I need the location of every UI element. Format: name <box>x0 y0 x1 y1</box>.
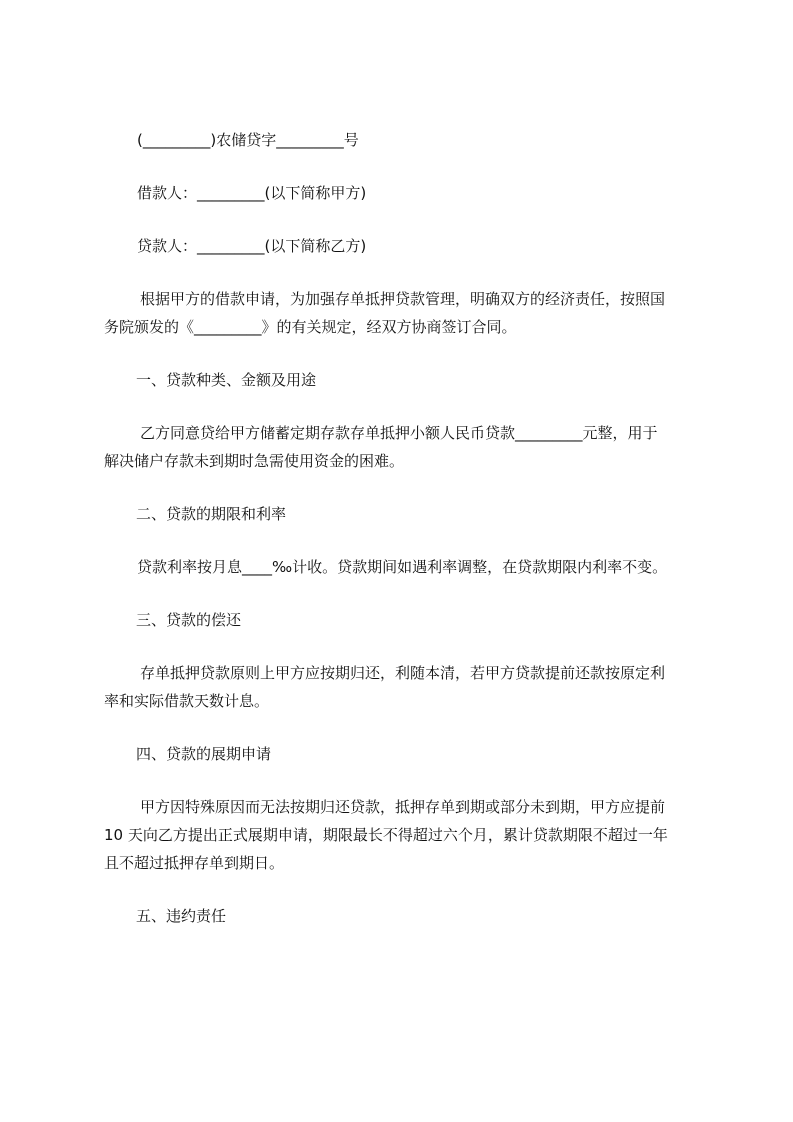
section-1-paragraph-line-1: 乙方同意贷给甲方储蓄定期存款存单抵押小额人民币贷款_________元整，用于 <box>140 424 658 442</box>
section-5-heading: 五、违约责任 <box>136 907 227 925</box>
borrower-line: 借款人：_________(以下简称甲方) <box>137 184 367 202</box>
intro-paragraph-line-2: 务院颁发的《_________》的有关规定，经双方协商签订合同。 <box>104 318 517 336</box>
section-1-paragraph-line-2: 解决储户存款未到期时急需使用资金的困难。 <box>104 452 405 470</box>
section-4-paragraph-line-3: 且不超过抵押存单到期日。 <box>104 854 285 872</box>
section-2-heading: 二、贷款的期限和利率 <box>136 505 287 523</box>
section-4-paragraph-line-2: 10 天向乙方提出正式展期申请，期限最长不得超过六个月，累计贷款期限不超过一年 <box>104 826 668 844</box>
section-2-paragraph-line-1: 贷款利率按月息____‰计收。贷款期间如遇利率调整，在贷款期限内利率不变。 <box>137 558 668 576</box>
section-4-heading: 四、贷款的展期申请 <box>136 745 272 763</box>
section-1-heading: 一、贷款种类、金额及用途 <box>136 371 317 389</box>
contract-number-line: (_________)农储贷字_________号 <box>137 131 359 149</box>
section-3-paragraph-line-1: 存单抵押贷款原则上甲方应按期归还，利随本清，若甲方贷款提前还款按原定利 <box>140 664 666 682</box>
lender-line: 贷款人：_________(以下简称乙方) <box>137 237 367 255</box>
section-3-heading: 三、贷款的偿还 <box>136 611 242 629</box>
section-3-paragraph-line-2: 率和实际借款天数计息。 <box>104 692 270 710</box>
intro-paragraph-line-1: 根据甲方的借款申请，为加强存单抵押贷款管理，明确双方的经济责任，按照国 <box>140 290 666 308</box>
section-4-paragraph-line-1: 甲方因特殊原因而无法按期归还贷款，抵押存单到期或部分未到期，甲方应提前 <box>140 798 666 816</box>
